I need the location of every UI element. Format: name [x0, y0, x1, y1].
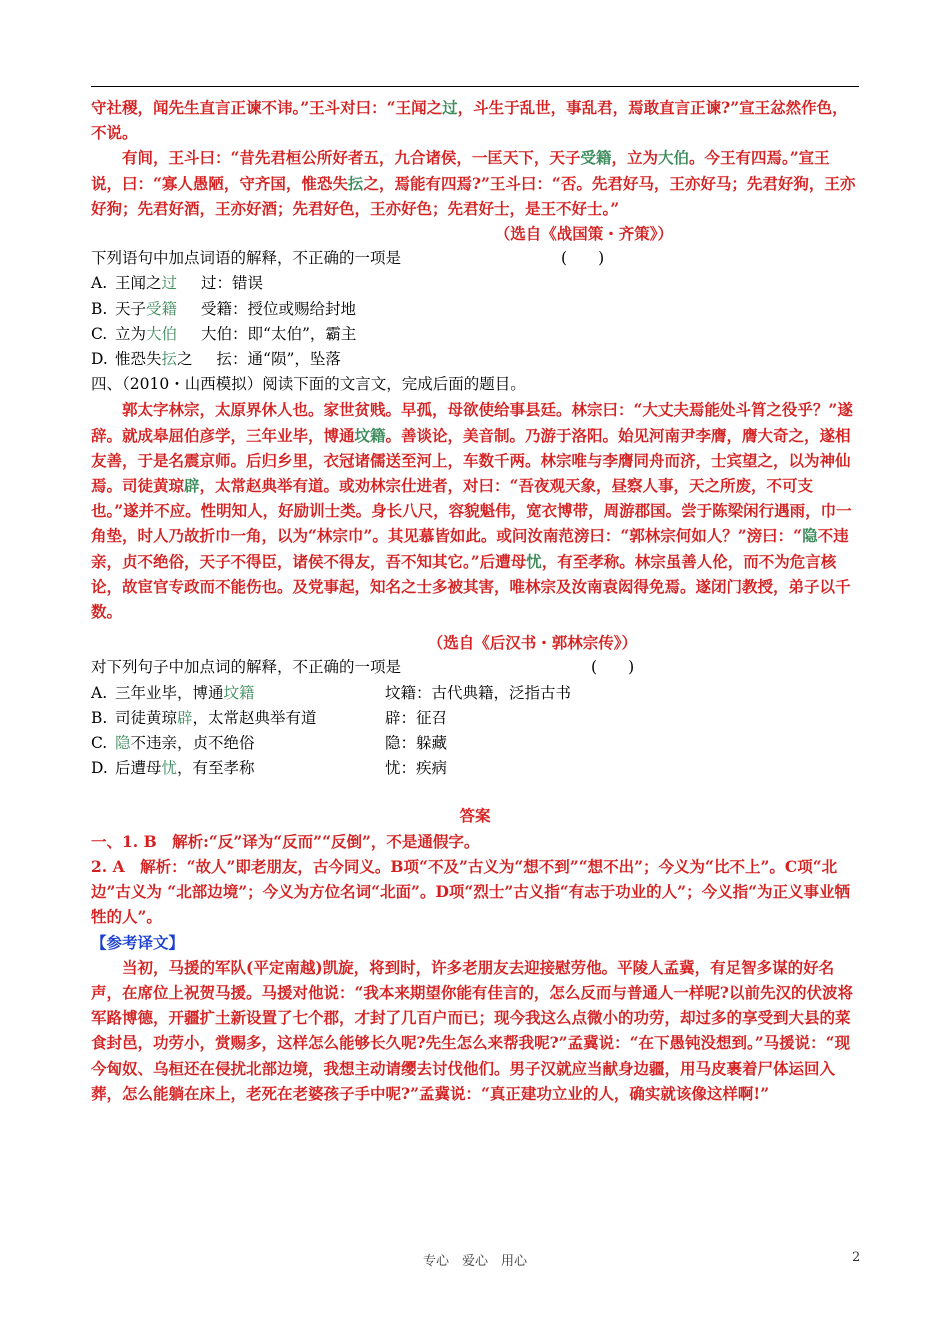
passage2-text-e: ，有至孝称。林宗虽善人伦，而不为危言核论，故宦官专政而不能伤也。及党事起，知名之士多被其害，唯林宗及汝南袁闳得免焉。遂闭门教授，弟子以千数。 — [91, 551, 851, 622]
option-keyword: 抎 — [161, 350, 178, 369]
passage1-text-a: 守社稷，闻先生直言正谏不讳。”王斗对曰：“王闻之 — [91, 98, 443, 117]
section4-heading: 四、（2010・山西模拟）阅读下面的文言文，完成后面的题目。 — [91, 375, 526, 394]
question1-stem-text: 下列语句中加点词语的解释，不正确的一项是 — [91, 249, 402, 268]
option-text: 立为 — [115, 324, 147, 343]
option-label: A. — [91, 274, 108, 293]
option-text-post: 不违亲，贞不绝俗 — [130, 734, 255, 753]
para2-text-a: 有间，王斗曰：“昔先君桓公所好者五，九合诸侯，一匡天下，天子 — [122, 148, 581, 168]
option-d — [91, 347, 859, 372]
option-keyword: 辟 — [177, 708, 193, 727]
option-definition: 过：错误 — [201, 274, 264, 293]
option-keyword: 过 — [161, 274, 178, 293]
option-keyword: 忧 — [161, 759, 178, 778]
para2-text-d: 之，焉能有四焉?”王斗曰：“否。先君好马，王亦好马；先君好狗，王亦好狗；先君好酒，王亦好酒；先君好色，王亦好色；先君好士，是王不好士。” — [91, 173, 856, 218]
option-text: 三年业毕，博通 — [115, 683, 224, 702]
question2-stem-text: 对下列句子中加点词的解释，不正确的一项是 — [91, 658, 402, 677]
option-text: 天子 — [115, 299, 147, 318]
option-definition: 受籍：授位或赐给封地 — [201, 299, 357, 318]
page-content — [91, 95, 859, 1106]
option-keyword: 坟籍 — [223, 683, 255, 702]
option-text-post: ，太常赵典举有道 — [192, 708, 317, 727]
question2-stem — [91, 655, 859, 680]
page-number: 2 — [852, 1250, 861, 1265]
option-text-post: 之 — [177, 350, 193, 369]
reference-translation-label: 【参考译文】 — [91, 932, 185, 952]
passage2-text-d: 不违亲，贞不绝俗，天子不得臣，诸侯不得友，吾不知其它。”后遭母 — [91, 526, 849, 571]
keyword-yin: 隐 — [802, 526, 818, 546]
passage2-text-c: ，太常赵典举有道。或劝林宗仕进者，对曰：“吾夜观天象，昼察人事，天之所废，不可支也。”遂并不应。性明知人，好励训士类。身长八尺，容貌魁伟，宽衣博带，周游郡国。尝于陈梁闲行遇雨，巾一角垫，时人乃故折巾一角，以为“林宗巾”。其见慕皆如此。或问汝南范滂曰：“郭林宗何如人？”滂曰：“ — [91, 476, 852, 546]
passage1-source: （选自《战国策・齐策》） — [494, 224, 673, 244]
option-label: D. — [91, 350, 108, 369]
option-label: A. — [91, 683, 108, 702]
option-d — [91, 756, 859, 781]
keyword-bi: 辟 — [184, 476, 200, 496]
passage2-text-b: 。善谈论，美音制。乃游于洛阳。始见河南尹李膺，膺大奇之，遂相友善，于是名震京师。后归乡里，衣冠诸儒送至河上，车数千两。林宗唯与李膺同舟而济，士宾望之，以为神仙焉。司徒黄琼 — [91, 425, 851, 496]
option-text: 惟恐失 — [115, 350, 162, 369]
passage1-keyword-guo: 过 — [442, 98, 458, 117]
option-b — [91, 706, 859, 731]
passage1-text-b: ，斗生于乱世，事乱君，焉敢直言正谏?”宣王忿然作色，不说。 — [91, 98, 848, 143]
reference-translation: 当初，马援的军队(平定南越)凯旋，将到时，许多老朋友去迎接慰劳他。平陵人孟冀，有足智多谋的好名声，在席位上祝贺马援。马援对他说：“我本来期望你能有佳言的，怎么反而与普通人一样呢?以前先汉的伏波将军路博德，开疆扩土新设置了七个郡，才封了几百户而已；现今我这么点微小的功劳，却过多的享受到大县的菜食封邑，功劳小，赏赐多，这样怎么能够长久呢?先生怎么来帮我呢?”孟冀说：“在下愚钝没想到。”马援说：“现今匈奴、乌桓还在侵扰北部边境，我想主动请缨去讨伐他们。男子汉就应当献身边疆，用马皮裹着尸体运回入葬，怎么能躺在床上，老死在老婆孩子手中呢?”孟冀说：“真正建功立业的人，确实就该像这样啊!” — [91, 957, 854, 1103]
option-label: D. — [91, 759, 108, 778]
question2-answer-blank: ( ) — [591, 658, 635, 677]
question1-options — [91, 271, 859, 372]
para2-text-c: 。今王有四焉。”宣王说，曰：“寡人愚陋，守齐国，惟恐失 — [91, 148, 830, 193]
passage2-text-a: 郭太字林宗，太原界休人也。家世贫贱。早孤，母欲使给事县廷。林宗曰：“大丈夫焉能处斗筲之役乎？”遂辞。就成皋屈伯彦学，三年业毕，博通 — [91, 400, 853, 445]
keyword-yun: 抎 — [347, 173, 364, 193]
keyword-dabo: 大伯 — [657, 148, 689, 168]
answers-heading: 答案 — [459, 806, 491, 826]
option-keyword: 大伯 — [146, 324, 178, 343]
keyword-shouji: 受籍 — [580, 148, 612, 168]
option-label: B. — [91, 708, 108, 727]
option-label: B. — [91, 299, 108, 318]
option-c — [91, 322, 859, 347]
option-keyword: 隐 — [115, 734, 131, 753]
keyword-fenji: 坟籍 — [354, 425, 386, 445]
option-definition: 大伯：即“太伯”，霸主 — [201, 324, 357, 343]
option-text: 王闻之 — [115, 274, 162, 293]
option-c — [91, 731, 859, 756]
footer-slogan: 专心 爱心 用心 — [422, 1254, 527, 1269]
option-label: C. — [91, 324, 108, 343]
passage2-source: （选自《后汉书・郭林宗传》） — [427, 633, 637, 653]
option-definition: 坟籍：古代典籍，泛指古书 — [385, 683, 572, 702]
passage1-para2 — [91, 145, 859, 221]
answer-1: 一、1. B 解析:“反”译为“反而”“反倒”，不是通假字。 — [91, 831, 480, 851]
passage1-line1 — [91, 95, 859, 145]
option-keyword: 受籍 — [146, 299, 178, 318]
header-rule — [91, 86, 859, 87]
option-b — [91, 297, 859, 322]
option-definition: 隐：躲藏 — [385, 734, 448, 753]
keyword-you: 忧 — [526, 551, 542, 571]
option-label: C. — [91, 734, 108, 753]
option-a — [91, 681, 859, 706]
option-text-post: ，有至孝称 — [177, 759, 255, 778]
option-a — [91, 271, 859, 296]
option-text: 后遭母 — [115, 759, 162, 778]
question1-answer-blank: ( ) — [561, 249, 605, 268]
option-definition: 抎：通“陨”，坠落 — [216, 350, 341, 369]
question2-options — [91, 681, 859, 782]
option-definition: 忧：疾病 — [385, 759, 448, 778]
option-definition: 辟：征召 — [385, 708, 448, 727]
passage2 — [91, 397, 859, 624]
answer-2: 2. A 解析：“故人”即老朋友，古今同义。B项“不及”古义为“想不到”“想不出”；今义为“比不上”。C项“北边”古义为 “北部边境”；今义为方位名词“北面”。D项“烈士”古义指“有志于功业的人”；今义指“为正义事业牺牲的人”。 — [91, 856, 850, 927]
para2-text-b: ，立为 — [611, 148, 658, 168]
question1-stem — [91, 246, 859, 271]
option-text: 司徒黄琼 — [115, 708, 178, 727]
